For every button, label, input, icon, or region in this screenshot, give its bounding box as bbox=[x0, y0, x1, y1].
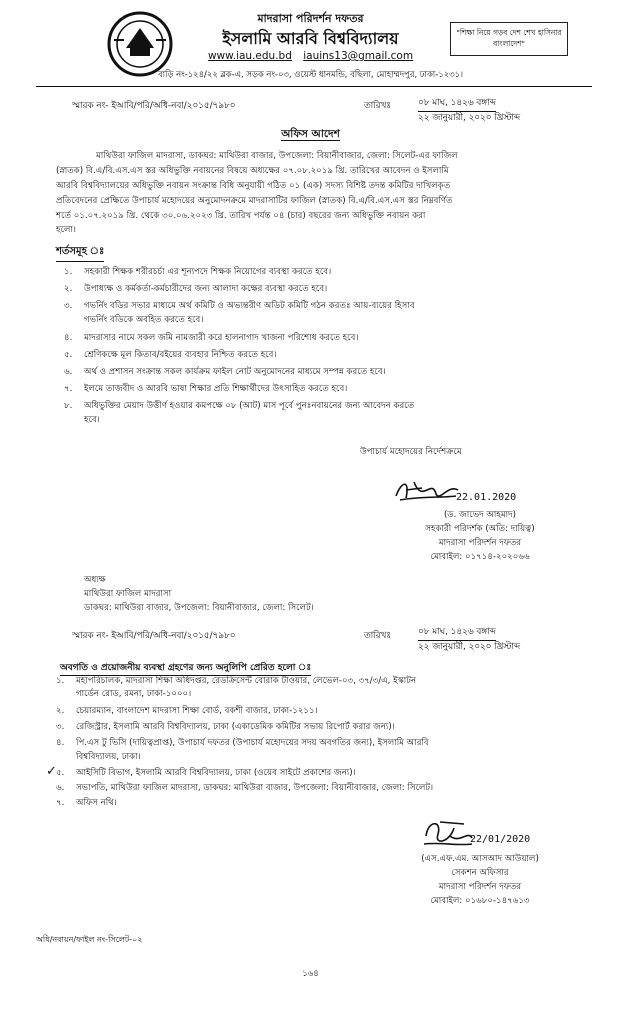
copy-item: ৪. পি.এস টু ভিসি (দায়িত্বপ্রাপ্ত), উপাচার্য দফতর (উপাচার্য মহোদয়ের সদয় অবগতির জন্য), ইসলামি আরবি bbox=[56, 738, 429, 748]
copy-item: ৫. আইসিটি বিভাগ, ইসলামি আরবি বিশ্ববিদ্যালয়, ঢাকা (ওয়েব সাইটে প্রকাশের জন্য)। bbox=[56, 768, 356, 778]
condition-item: ৮. অধিভুক্তির মেয়াদ উত্তীর্ণ হওয়ার কমপক্ষে ০৮ (আট) মাস পূর্বে পুনঃনবায়নের জন্য আবেদন করতে bbox=[64, 401, 415, 411]
copy-item-cont: গার্ডেন রোড, রমনা, ঢাকা-১০০০। bbox=[76, 689, 192, 699]
copy-item: ২. চেয়ারম্যান, বাংলাদেশ মাদরাসা শিক্ষা বোর্ড, বকশী বাজার, ঢাকা-১২১১। bbox=[56, 706, 318, 716]
signatory-2-mobile: মোবাইল: ০১৬৮০-১৪৭৬১৩ bbox=[430, 896, 530, 906]
body-line: মাথিউরা ফাজিল মাদরাসা, ডাকঘর: মাথিউরা বাজার, উপজেলা: বিয়ানীবাজার, জেলা: সিলেট-এর ফাজিল bbox=[96, 151, 458, 161]
copy-item: ৬. সভাপতি, মাথিউরা ফাজিল মাদরাসা, ডাকঘর: মাথিউরা বাজার, উপজেলা: বিয়ানীবাজার, জেলা: সিলেট। bbox=[56, 783, 434, 793]
address-line: বাড়ি নং-১২৪/২২ ব্লক-এ, সড়ক নং-০৩, ওয়েস্ট ধানমন্ডি, বছিলা, মোহাম্মদপুর, ঢাকা-১২৩১। bbox=[157, 69, 464, 79]
condition-item: ৬. অর্থ ও প্রশাসন সংক্রান্ত সকল কার্যক্রম ফাইল নোট অনুমোদনের মাধ্যমে সম্পন্ন করতে হবে। bbox=[64, 367, 386, 377]
copy-item: ১. মহাপরিচালক, মাদরাসা শিক্ষা অধিদপ্তর, রেডক্রিসেন্ট বোরাক টাওয়ার, লেভেল-০৩, ৩৭/৩/এ, ইস্কাটন bbox=[56, 676, 417, 686]
date-label-2: তারিখঃ bbox=[364, 631, 391, 641]
university-name: ইসলামি আরবি বিশ্ববিদ্যালয় bbox=[222, 29, 399, 48]
copy-item: ৩. রেজিস্ট্রার, ইসলামি আরবি বিশ্ববিদ্যালয়, ঢাকা (একাডেমিক কমিটির সভায় রিপোর্ট করার জন্য)। bbox=[56, 722, 395, 732]
date-label: তারিখঃ bbox=[364, 101, 391, 111]
signatory-2 bbox=[380, 852, 580, 908]
signatory-2-name: (এস.এফ.এম. আসআদ আউয়াল) bbox=[421, 854, 539, 864]
file-number: অধি/নবায়ন/ফাইল নং-সিলেট-০২ bbox=[36, 935, 143, 944]
email-link[interactable]: iauins13@gmail.com bbox=[303, 50, 414, 62]
condition-item: ৭. ইলমে তাজবীদ ও আরবি ভাষা শিক্ষার প্রতি শিক্ষার্থীদের উৎসাহিত করতে হবে। bbox=[64, 384, 348, 394]
memo-number: স্মারক নং- ইআবি/পরি/অধি-নবা/২০১৫/৭৯৮০ bbox=[72, 101, 236, 111]
motto-box: "শিক্ষা নিয়ে গড়ব দেশ শেখ হাসিনার বাংলাদেশ" bbox=[450, 22, 568, 56]
office-name: মাদরাসা পরিদর্শন দফতর bbox=[257, 12, 364, 25]
website-link[interactable]: www.iau.edu.bd bbox=[207, 50, 292, 62]
recipient-institution: মাথিউরা ফাজিল মাদরাসা bbox=[84, 589, 172, 599]
copy-item: ৭. অফিস নথি। bbox=[56, 798, 117, 808]
memo-number-2: স্মারক নং- ইআবি/পরি/অধি-নবা/২০১৫/৭৯৮০ bbox=[72, 631, 236, 641]
signatory-1-designation: সহকারী পরিদর্শক (অতি: দায়িত্ব) bbox=[425, 524, 535, 534]
signatory-1-name: (ড. জাভেদ আহমাদ) bbox=[443, 510, 517, 520]
signatory-1-office: মাদরাসা পরিদর্শন দফতর bbox=[438, 538, 522, 548]
signature-1-icon bbox=[392, 474, 462, 508]
conditions-heading: শর্তসমূহ ঃ bbox=[56, 244, 104, 262]
directive-line: উপাচার্য মহোদয়ের নির্দেশক্রমে bbox=[360, 447, 462, 457]
condition-item: ৩. গভর্নিং বডির সভার মাধ্যমে অর্থ কমিটি ও অভ্যন্তরীণ অডিট কমিটি গঠন করতঃ আয়-ব্যয়ের হিসাব bbox=[64, 301, 415, 311]
page-number: ১৬৪ bbox=[302, 969, 319, 979]
recipient-title: অধ্যক্ষ bbox=[84, 575, 106, 585]
condition-item-cont: গভর্নিং বডিকে অবহিত করতে হবে। bbox=[84, 315, 204, 325]
body-line: প্রতিবেদনের প্রেক্ষিতে উপাচার্য মহোদয়ের অনুমোদনক্রমে মাদরাসাটির ফাজিল (স্নাতক) বি.এ/বি.এস.এস স্তর নিম্নবর্ণিত bbox=[56, 196, 453, 206]
date-gregorian-2: ২২ জানুয়ারী, ২০২০ খ্রিস্টাব্দ bbox=[418, 642, 521, 652]
check-mark-icon: ✓ bbox=[46, 764, 57, 779]
date-bangla: ০৮ মাঘ, ১৪২৬ বঙ্গাব্দ bbox=[418, 95, 496, 112]
signature-2-date: 22/01/2020 bbox=[470, 834, 531, 845]
body-line: শর্তে ০১.০৭.২০১৯ খ্রি. থেকে ৩০.০৬.২০২৩ খ্রি. তারিখ পর্যন্ত ০৪ (চার) বছরের জন্য অধিভুক্তি নবায়ন করা bbox=[56, 211, 426, 221]
signature-1-date: 22.01.2020 bbox=[456, 492, 517, 503]
copy-item-cont: বিশ্ববিদ্যালয়, ঢাকা। bbox=[76, 752, 141, 762]
date-gregorian: ২২ জানুয়ারী, ২০২০ খ্রিস্টাব্দ bbox=[418, 113, 521, 123]
condition-item: ৫. শ্রেণিকক্ষে মূল কিতাব/বইয়ের ব্যবহার নিশ্চিত করতে হবে। bbox=[64, 350, 277, 360]
header-divider bbox=[36, 86, 592, 87]
recipient-address: ডাকঘর: মাথিউরা বাজার, উপজেলা: বিয়ানীবাজার, জেলা: সিলেট। bbox=[84, 603, 314, 613]
condition-item: ৪. মাদরাসার নামে সকল জমি নামজারী করে হালনাগাদ খাজনা পরিশোধ করতে হবে। bbox=[64, 333, 359, 343]
signatory-2-designation: সেকশন অফিসার bbox=[451, 868, 509, 878]
signature-2-icon bbox=[420, 816, 476, 850]
signatory-1-mobile: মোবাইল: ০১৭১৪-২০২০৬৬ bbox=[430, 552, 530, 562]
copies-heading: অবগতি ও প্রয়োজনীয় ব্যবস্থা গ্রহণের জন্য অনুলিপি প্রেরিত হলো ঃ bbox=[60, 660, 311, 676]
condition-item: ১. সহকারী শিক্ষক শরীরচর্চা এর শূন্যপদে শিক্ষক নিয়োগের ব্যবস্থা করতে হবে। bbox=[64, 267, 332, 277]
date-bangla-2: ০৮ মাঘ, ১৪২৬ বঙ্গাব্দ bbox=[418, 624, 496, 641]
signatory-2-office: মাদরাসা পরিদর্শন দফতর bbox=[438, 882, 522, 892]
body-line: (স্নাতক) বি.এ/বি.এস.এস স্তর অধিভুক্তি নবায়নের বিষয়ে অধ্যক্ষের ০৭.০৮.২০১৯ খ্রি. তারিখের আবেদন ও ইসলামি bbox=[56, 166, 449, 176]
signatory-1 bbox=[380, 508, 580, 564]
condition-item-cont: হবে। bbox=[84, 415, 100, 425]
body-line: আরবি বিশ্ববিদ্যালয়ের অধিভুক্তি নবায়ন সংক্রান্ত বিধি অনুযায়ী গঠিত ০১ (এক) সদস্য বিশিষ্ট তদন্ত কমিটির দাখিলকৃত bbox=[56, 181, 451, 191]
condition-item: ২. উপাধ্যক্ষ ও কর্মকর্তা-কর্মচারীদের জন্য আলাদা কক্ষের ব্যবস্থা করতে হবে। bbox=[64, 284, 328, 294]
page-title: অফিস আদেশ bbox=[281, 128, 340, 140]
body-line: হলো। bbox=[56, 225, 76, 235]
